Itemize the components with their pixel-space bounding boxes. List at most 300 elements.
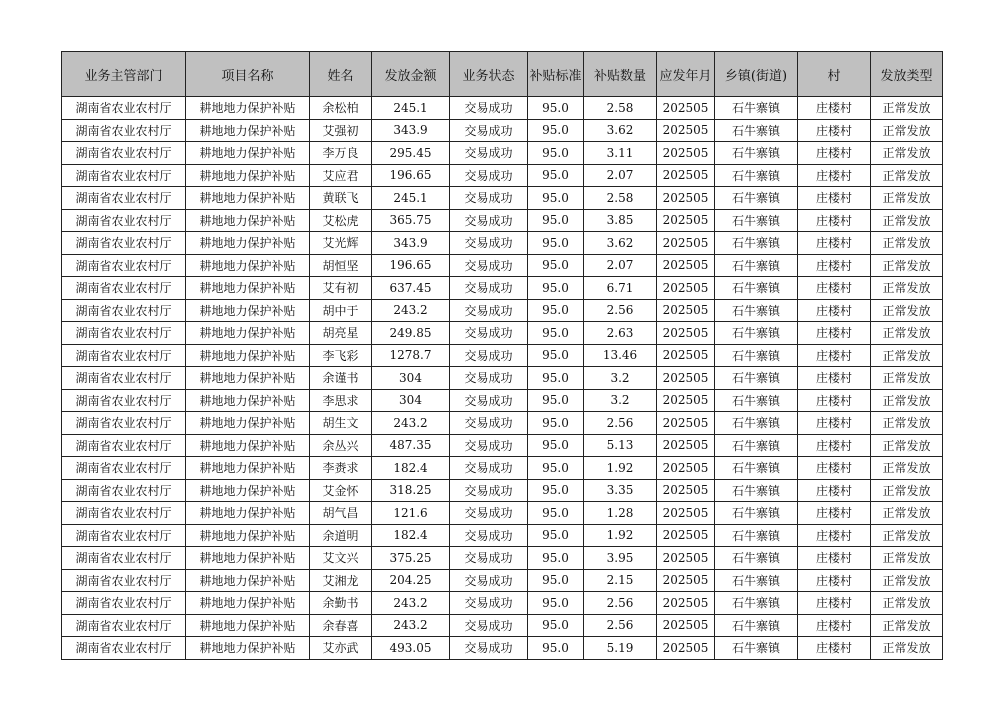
type-cell: 正常发放	[871, 412, 943, 435]
village-cell: 庄楼村	[798, 569, 871, 592]
name-cell: 余松柏	[310, 97, 372, 120]
standard-cell: 95.0	[528, 119, 584, 142]
amount-cell: 121.6	[372, 502, 450, 525]
amount-cell: 304	[372, 389, 450, 412]
month-cell: 202505	[657, 412, 715, 435]
standard-cell: 95.0	[528, 479, 584, 502]
type-cell: 正常发放	[871, 299, 943, 322]
quantity-cell: 1.92	[584, 457, 657, 480]
village-cell: 庄楼村	[798, 637, 871, 660]
type-cell: 正常发放	[871, 187, 943, 210]
standard-cell: 95.0	[528, 187, 584, 210]
quantity-cell: 3.62	[584, 119, 657, 142]
status-cell: 交易成功	[450, 344, 528, 367]
name-cell: 艾金怀	[310, 479, 372, 502]
department-cell: 湖南省农业农村厅	[62, 457, 186, 480]
month-cell: 202505	[657, 637, 715, 660]
name-cell: 余春喜	[310, 614, 372, 637]
name-cell: 胡恒坚	[310, 254, 372, 277]
standard-cell: 95.0	[528, 389, 584, 412]
column-header-status: 业务状态	[450, 52, 528, 97]
department-cell: 湖南省农业农村厅	[62, 299, 186, 322]
village-cell: 庄楼村	[798, 457, 871, 480]
department-cell: 湖南省农业农村厅	[62, 187, 186, 210]
type-cell: 正常发放	[871, 434, 943, 457]
amount-cell: 243.2	[372, 614, 450, 637]
table-row	[62, 457, 943, 480]
name-cell: 艾亦武	[310, 637, 372, 660]
column-header-village: 村	[798, 52, 871, 97]
town-cell: 石牛寨镇	[715, 187, 798, 210]
table-row	[62, 187, 943, 210]
project-cell: 耕地地力保护补贴	[186, 457, 310, 480]
table-row	[62, 209, 943, 232]
name-cell: 艾有初	[310, 277, 372, 300]
month-cell: 202505	[657, 209, 715, 232]
type-cell: 正常发放	[871, 232, 943, 255]
project-cell: 耕地地力保护补贴	[186, 367, 310, 390]
table-row	[62, 344, 943, 367]
town-cell: 石牛寨镇	[715, 142, 798, 165]
status-cell: 交易成功	[450, 524, 528, 547]
town-cell: 石牛寨镇	[715, 479, 798, 502]
town-cell: 石牛寨镇	[715, 502, 798, 525]
table-row	[62, 254, 943, 277]
amount-cell: 637.45	[372, 277, 450, 300]
quantity-cell: 5.19	[584, 637, 657, 660]
column-header-town: 乡镇(街道)	[715, 52, 798, 97]
quantity-cell: 3.62	[584, 232, 657, 255]
standard-cell: 95.0	[528, 299, 584, 322]
table-row	[62, 119, 943, 142]
amount-cell: 196.65	[372, 254, 450, 277]
standard-cell: 95.0	[528, 614, 584, 637]
village-cell: 庄楼村	[798, 502, 871, 525]
column-header-month: 应发年月	[657, 52, 715, 97]
status-cell: 交易成功	[450, 547, 528, 570]
town-cell: 石牛寨镇	[715, 569, 798, 592]
status-cell: 交易成功	[450, 232, 528, 255]
project-cell: 耕地地力保护补贴	[186, 344, 310, 367]
project-cell: 耕地地力保护补贴	[186, 164, 310, 187]
village-cell: 庄楼村	[798, 254, 871, 277]
name-cell: 艾强初	[310, 119, 372, 142]
amount-cell: 375.25	[372, 547, 450, 570]
standard-cell: 95.0	[528, 412, 584, 435]
town-cell: 石牛寨镇	[715, 389, 798, 412]
quantity-cell: 2.56	[584, 614, 657, 637]
department-cell: 湖南省农业农村厅	[62, 277, 186, 300]
type-cell: 正常发放	[871, 142, 943, 165]
project-cell: 耕地地力保护补贴	[186, 232, 310, 255]
department-cell: 湖南省农业农村厅	[62, 142, 186, 165]
quantity-cell: 3.35	[584, 479, 657, 502]
status-cell: 交易成功	[450, 367, 528, 390]
table-body	[62, 97, 943, 660]
name-cell: 余谨书	[310, 367, 372, 390]
standard-cell: 95.0	[528, 547, 584, 570]
table-row	[62, 547, 943, 570]
quantity-cell: 3.2	[584, 367, 657, 390]
quantity-cell: 2.58	[584, 187, 657, 210]
name-cell: 胡亮星	[310, 322, 372, 345]
village-cell: 庄楼村	[798, 232, 871, 255]
department-cell: 湖南省农业农村厅	[62, 209, 186, 232]
town-cell: 石牛寨镇	[715, 524, 798, 547]
standard-cell: 95.0	[528, 434, 584, 457]
table-row	[62, 524, 943, 547]
village-cell: 庄楼村	[798, 299, 871, 322]
name-cell: 艾应君	[310, 164, 372, 187]
quantity-cell: 3.11	[584, 142, 657, 165]
amount-cell: 343.9	[372, 119, 450, 142]
table-row	[62, 434, 943, 457]
name-cell: 艾光辉	[310, 232, 372, 255]
town-cell: 石牛寨镇	[715, 97, 798, 120]
project-cell: 耕地地力保护补贴	[186, 119, 310, 142]
quantity-cell: 3.2	[584, 389, 657, 412]
village-cell: 庄楼村	[798, 592, 871, 615]
amount-cell: 243.2	[372, 592, 450, 615]
subsidy-table	[61, 51, 943, 660]
town-cell: 石牛寨镇	[715, 637, 798, 660]
type-cell: 正常发放	[871, 344, 943, 367]
status-cell: 交易成功	[450, 299, 528, 322]
project-cell: 耕地地力保护补贴	[186, 614, 310, 637]
town-cell: 石牛寨镇	[715, 209, 798, 232]
amount-cell: 245.1	[372, 187, 450, 210]
department-cell: 湖南省农业农村厅	[62, 97, 186, 120]
village-cell: 庄楼村	[798, 614, 871, 637]
type-cell: 正常发放	[871, 637, 943, 660]
village-cell: 庄楼村	[798, 209, 871, 232]
quantity-cell: 2.07	[584, 254, 657, 277]
quantity-cell: 5.13	[584, 434, 657, 457]
village-cell: 庄楼村	[798, 367, 871, 390]
village-cell: 庄楼村	[798, 389, 871, 412]
status-cell: 交易成功	[450, 209, 528, 232]
amount-cell: 493.05	[372, 637, 450, 660]
village-cell: 庄楼村	[798, 344, 871, 367]
type-cell: 正常发放	[871, 277, 943, 300]
project-cell: 耕地地力保护补贴	[186, 434, 310, 457]
standard-cell: 95.0	[528, 322, 584, 345]
type-cell: 正常发放	[871, 614, 943, 637]
standard-cell: 95.0	[528, 524, 584, 547]
standard-cell: 95.0	[528, 569, 584, 592]
month-cell: 202505	[657, 479, 715, 502]
department-cell: 湖南省农业农村厅	[62, 412, 186, 435]
project-cell: 耕地地力保护补贴	[186, 637, 310, 660]
project-cell: 耕地地力保护补贴	[186, 412, 310, 435]
village-cell: 庄楼村	[798, 277, 871, 300]
project-cell: 耕地地力保护补贴	[186, 299, 310, 322]
table-row	[62, 164, 943, 187]
quantity-cell: 3.95	[584, 547, 657, 570]
town-cell: 石牛寨镇	[715, 119, 798, 142]
table-row	[62, 322, 943, 345]
type-cell: 正常发放	[871, 164, 943, 187]
quantity-cell: 2.56	[584, 299, 657, 322]
amount-cell: 204.25	[372, 569, 450, 592]
town-cell: 石牛寨镇	[715, 164, 798, 187]
quantity-cell: 3.85	[584, 209, 657, 232]
town-cell: 石牛寨镇	[715, 232, 798, 255]
department-cell: 湖南省农业农村厅	[62, 592, 186, 615]
amount-cell: 487.35	[372, 434, 450, 457]
project-cell: 耕地地力保护补贴	[186, 524, 310, 547]
project-cell: 耕地地力保护补贴	[186, 502, 310, 525]
column-header-department: 业务主管部门	[62, 52, 186, 97]
standard-cell: 95.0	[528, 367, 584, 390]
standard-cell: 95.0	[528, 637, 584, 660]
town-cell: 石牛寨镇	[715, 367, 798, 390]
department-cell: 湖南省农业农村厅	[62, 164, 186, 187]
department-cell: 湖南省农业农村厅	[62, 434, 186, 457]
column-header-amount: 发放金额	[372, 52, 450, 97]
amount-cell: 196.65	[372, 164, 450, 187]
town-cell: 石牛寨镇	[715, 457, 798, 480]
standard-cell: 95.0	[528, 277, 584, 300]
amount-cell: 1278.7	[372, 344, 450, 367]
status-cell: 交易成功	[450, 479, 528, 502]
department-cell: 湖南省农业农村厅	[62, 524, 186, 547]
standard-cell: 95.0	[528, 254, 584, 277]
name-cell: 李赉求	[310, 457, 372, 480]
name-cell: 李思求	[310, 389, 372, 412]
month-cell: 202505	[657, 322, 715, 345]
type-cell: 正常发放	[871, 524, 943, 547]
amount-cell: 243.2	[372, 299, 450, 322]
type-cell: 正常发放	[871, 97, 943, 120]
town-cell: 石牛寨镇	[715, 322, 798, 345]
town-cell: 石牛寨镇	[715, 299, 798, 322]
name-cell: 艾松虎	[310, 209, 372, 232]
column-header-type: 发放类型	[871, 52, 943, 97]
name-cell: 余道明	[310, 524, 372, 547]
quantity-cell: 2.56	[584, 592, 657, 615]
amount-cell: 245.1	[372, 97, 450, 120]
village-cell: 庄楼村	[798, 524, 871, 547]
subsidy-sheet	[61, 51, 943, 660]
status-cell: 交易成功	[450, 164, 528, 187]
status-cell: 交易成功	[450, 592, 528, 615]
project-cell: 耕地地力保护补贴	[186, 209, 310, 232]
amount-cell: 304	[372, 367, 450, 390]
quantity-cell: 13.46	[584, 344, 657, 367]
column-header-standard: 补贴标准	[528, 52, 584, 97]
standard-cell: 95.0	[528, 209, 584, 232]
name-cell: 艾文兴	[310, 547, 372, 570]
town-cell: 石牛寨镇	[715, 344, 798, 367]
month-cell: 202505	[657, 142, 715, 165]
status-cell: 交易成功	[450, 412, 528, 435]
department-cell: 湖南省农业农村厅	[62, 479, 186, 502]
table-row	[62, 592, 943, 615]
name-cell: 艾湘龙	[310, 569, 372, 592]
table-row	[62, 479, 943, 502]
type-cell: 正常发放	[871, 457, 943, 480]
amount-cell: 295.45	[372, 142, 450, 165]
table-row	[62, 389, 943, 412]
month-cell: 202505	[657, 277, 715, 300]
amount-cell: 182.4	[372, 457, 450, 480]
department-cell: 湖南省农业农村厅	[62, 547, 186, 570]
month-cell: 202505	[657, 367, 715, 390]
status-cell: 交易成功	[450, 187, 528, 210]
quantity-cell: 1.92	[584, 524, 657, 547]
table-row	[62, 367, 943, 390]
month-cell: 202505	[657, 119, 715, 142]
quantity-cell: 2.56	[584, 412, 657, 435]
status-cell: 交易成功	[450, 142, 528, 165]
department-cell: 湖南省农业农村厅	[62, 367, 186, 390]
month-cell: 202505	[657, 164, 715, 187]
status-cell: 交易成功	[450, 569, 528, 592]
project-cell: 耕地地力保护补贴	[186, 254, 310, 277]
status-cell: 交易成功	[450, 277, 528, 300]
amount-cell: 249.85	[372, 322, 450, 345]
type-cell: 正常发放	[871, 479, 943, 502]
standard-cell: 95.0	[528, 164, 584, 187]
status-cell: 交易成功	[450, 254, 528, 277]
standard-cell: 95.0	[528, 232, 584, 255]
table-row	[62, 412, 943, 435]
village-cell: 庄楼村	[798, 434, 871, 457]
amount-cell: 365.75	[372, 209, 450, 232]
village-cell: 庄楼村	[798, 142, 871, 165]
status-cell: 交易成功	[450, 97, 528, 120]
table-row	[62, 569, 943, 592]
project-cell: 耕地地力保护补贴	[186, 389, 310, 412]
project-cell: 耕地地力保护补贴	[186, 592, 310, 615]
department-cell: 湖南省农业农村厅	[62, 119, 186, 142]
month-cell: 202505	[657, 344, 715, 367]
month-cell: 202505	[657, 389, 715, 412]
status-cell: 交易成功	[450, 614, 528, 637]
village-cell: 庄楼村	[798, 187, 871, 210]
month-cell: 202505	[657, 614, 715, 637]
project-cell: 耕地地力保护补贴	[186, 187, 310, 210]
month-cell: 202505	[657, 592, 715, 615]
standard-cell: 95.0	[528, 344, 584, 367]
amount-cell: 318.25	[372, 479, 450, 502]
amount-cell: 182.4	[372, 524, 450, 547]
department-cell: 湖南省农业农村厅	[62, 637, 186, 660]
name-cell: 李飞彩	[310, 344, 372, 367]
standard-cell: 95.0	[528, 457, 584, 480]
quantity-cell: 1.28	[584, 502, 657, 525]
type-cell: 正常发放	[871, 254, 943, 277]
department-cell: 湖南省农业农村厅	[62, 502, 186, 525]
department-cell: 湖南省农业农村厅	[62, 232, 186, 255]
village-cell: 庄楼村	[798, 119, 871, 142]
standard-cell: 95.0	[528, 592, 584, 615]
column-header-quantity: 补贴数量	[584, 52, 657, 97]
month-cell: 202505	[657, 547, 715, 570]
quantity-cell: 2.58	[584, 97, 657, 120]
standard-cell: 95.0	[528, 502, 584, 525]
town-cell: 石牛寨镇	[715, 614, 798, 637]
town-cell: 石牛寨镇	[715, 592, 798, 615]
town-cell: 石牛寨镇	[715, 547, 798, 570]
status-cell: 交易成功	[450, 119, 528, 142]
type-cell: 正常发放	[871, 547, 943, 570]
project-cell: 耕地地力保护补贴	[186, 479, 310, 502]
town-cell: 石牛寨镇	[715, 434, 798, 457]
status-cell: 交易成功	[450, 637, 528, 660]
village-cell: 庄楼村	[798, 164, 871, 187]
project-cell: 耕地地力保护补贴	[186, 97, 310, 120]
type-cell: 正常发放	[871, 119, 943, 142]
table-row	[62, 142, 943, 165]
table-row	[62, 502, 943, 525]
status-cell: 交易成功	[450, 457, 528, 480]
name-cell: 胡气昌	[310, 502, 372, 525]
name-cell: 余丛兴	[310, 434, 372, 457]
month-cell: 202505	[657, 187, 715, 210]
table-row	[62, 614, 943, 637]
name-cell: 胡中于	[310, 299, 372, 322]
table-row	[62, 637, 943, 660]
month-cell: 202505	[657, 254, 715, 277]
village-cell: 庄楼村	[798, 322, 871, 345]
status-cell: 交易成功	[450, 389, 528, 412]
month-cell: 202505	[657, 502, 715, 525]
table-row	[62, 97, 943, 120]
type-cell: 正常发放	[871, 209, 943, 232]
month-cell: 202505	[657, 299, 715, 322]
quantity-cell: 2.15	[584, 569, 657, 592]
project-cell: 耕地地力保护补贴	[186, 142, 310, 165]
table-row	[62, 232, 943, 255]
status-cell: 交易成功	[450, 322, 528, 345]
quantity-cell: 6.71	[584, 277, 657, 300]
project-cell: 耕地地力保护补贴	[186, 322, 310, 345]
project-cell: 耕地地力保护补贴	[186, 569, 310, 592]
town-cell: 石牛寨镇	[715, 412, 798, 435]
table-row	[62, 277, 943, 300]
village-cell: 庄楼村	[798, 412, 871, 435]
department-cell: 湖南省农业农村厅	[62, 389, 186, 412]
department-cell: 湖南省农业农村厅	[62, 254, 186, 277]
month-cell: 202505	[657, 97, 715, 120]
department-cell: 湖南省农业农村厅	[62, 344, 186, 367]
name-cell: 余勤书	[310, 592, 372, 615]
type-cell: 正常发放	[871, 367, 943, 390]
town-cell: 石牛寨镇	[715, 254, 798, 277]
town-cell: 石牛寨镇	[715, 277, 798, 300]
department-cell: 湖南省农业农村厅	[62, 569, 186, 592]
standard-cell: 95.0	[528, 142, 584, 165]
village-cell: 庄楼村	[798, 547, 871, 570]
village-cell: 庄楼村	[798, 479, 871, 502]
department-cell: 湖南省农业农村厅	[62, 614, 186, 637]
month-cell: 202505	[657, 524, 715, 547]
month-cell: 202505	[657, 569, 715, 592]
name-cell: 黄联飞	[310, 187, 372, 210]
type-cell: 正常发放	[871, 502, 943, 525]
status-cell: 交易成功	[450, 434, 528, 457]
amount-cell: 343.9	[372, 232, 450, 255]
month-cell: 202505	[657, 232, 715, 255]
table-row	[62, 299, 943, 322]
project-cell: 耕地地力保护补贴	[186, 277, 310, 300]
name-cell: 李万良	[310, 142, 372, 165]
type-cell: 正常发放	[871, 592, 943, 615]
village-cell: 庄楼村	[798, 97, 871, 120]
amount-cell: 243.2	[372, 412, 450, 435]
